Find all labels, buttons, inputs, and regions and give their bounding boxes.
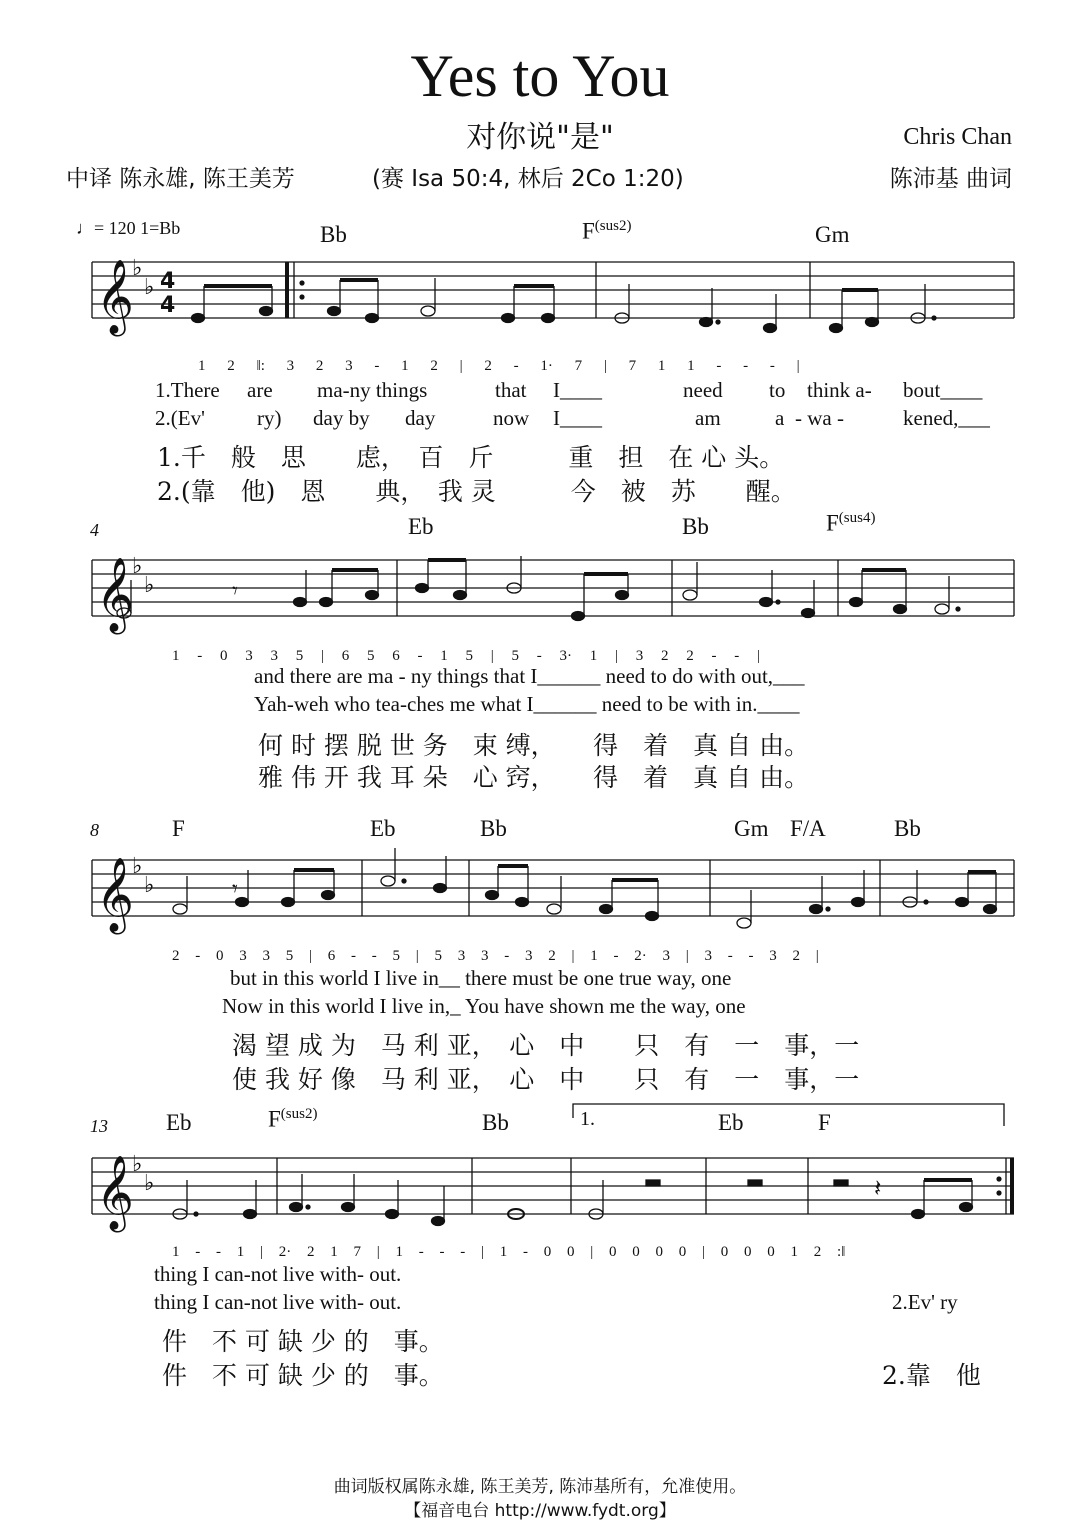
lyrics-chinese-verse-2-pickup: 2.靠 他: [882, 1361, 981, 1390]
time-signature-bottom: 4: [160, 293, 176, 318]
chord-symbol: Bb: [894, 816, 921, 841]
lyrics-chinese-verse-2: 雅 伟 开 我 耳 朵 心 窍， 得 着 真 自 由。: [258, 763, 810, 792]
flat-icon: ♭: [144, 275, 155, 300]
composer-chinese: 陈沛基 曲词: [889, 166, 1012, 192]
svg-text:𝄾: 𝄾: [232, 876, 238, 901]
treble-clef-icon: 𝄞: [96, 1156, 134, 1230]
chord-symbol: Gm: [734, 816, 769, 841]
chord-symbol: F: [172, 816, 185, 841]
lyrics-english-verse-2: thing I can-not live with- out.: [154, 1290, 402, 1314]
staff-system-3: [92, 860, 1014, 916]
lyrics-chinese-verse-2: 使 我 好 像 马 利 亚， 心 中 只 有 一 事，一: [232, 1065, 860, 1094]
translator-credit: 中译 陈永雄, 陈王美芳: [66, 166, 295, 192]
chord-symbol: $F^{(sus2)}$: [268, 1106, 318, 1132]
jianpu-line: 1 2 ‖: 3 2 3 - 1 2 | 2 - 1· 7 | 7 1 1 - - - |: [198, 358, 800, 374]
chord-symbol: Eb: [408, 514, 434, 539]
lyrics-english-verse-2-pickup: 2.Ev' ry: [892, 1290, 958, 1314]
chord-symbol: Gm: [815, 222, 850, 247]
jianpu-line: 2 - 0 3 3 5 | 6 - - 5 | 5 3 3 - 3 2 | 1 - 2· 3 | 3 - - 3 2 |: [172, 948, 819, 964]
measure-number: 4: [90, 520, 99, 540]
treble-clef-icon: 𝄞: [96, 260, 134, 334]
lyrics-english-verse-2: Now in this world I live in,_ You have shown me the way, one: [222, 994, 746, 1018]
copyright-notice: 曲词版权属陈永雄, 陈王美芳, 陈沛基所有，允准使用。: [333, 1477, 747, 1497]
flat-icon: ♭: [132, 1152, 143, 1177]
chord-symbol: Bb: [480, 816, 507, 841]
tempo-key-marking: ♩= 120 1=Bb: [76, 218, 181, 238]
song-title: Yes to You: [410, 43, 670, 109]
chord-symbol: Bb: [482, 1110, 509, 1135]
source-credit: 【福音电台 http://www.fydt.org】: [404, 1501, 676, 1521]
svg-text:𝄾: 𝄾: [232, 578, 238, 603]
flat-icon: ♭: [144, 873, 155, 898]
lyrics-english-verse-1: thing I can-not live with- out.: [154, 1262, 402, 1286]
composer-english: Chris Chan: [903, 124, 1012, 150]
flat-icon: ♭: [132, 554, 143, 579]
chord-symbol: Bb: [682, 514, 709, 539]
chord-symbol: Eb: [370, 816, 396, 841]
lyrics-chinese-verse-2: 2.(靠 他) 恩 典， 我 灵 今 被 苏 醒。: [157, 477, 796, 506]
lyrics-english-verse-1: and there are ma - ny things that I______ need to do with out,___: [254, 664, 805, 688]
chord-symbol: F: [818, 1110, 831, 1135]
lyrics-english-verse-2: Yah-weh who tea-ches me what I______ need to be with in.____: [254, 692, 800, 716]
lyrics-chinese-verse-2: 件 不 可 缺 少 的 事。: [162, 1361, 444, 1390]
time-signature-top: 4: [160, 269, 176, 294]
treble-clef-icon: 𝄞: [96, 558, 134, 632]
svg-text:𝄽: 𝄽: [874, 1176, 882, 1202]
song-subtitle: 对你说"是": [466, 120, 614, 155]
volta-ending-label: 1.: [580, 1108, 595, 1130]
lyrics-english-verse-1: but in this world I live in__ there must be one true way, one: [230, 966, 732, 990]
measure-number: 13: [90, 1116, 108, 1136]
jianpu-line: 1 - 0 3 3 5 | 6 5 6 - 1 5 | 5 - 3· 1 | 3 2 2 - - |: [172, 648, 760, 664]
lyrics-chinese-verse-1: 1.千 般 思 虑， 百 斤 重 担 在 心 头。: [157, 443, 785, 472]
scripture-reference: (赛 Isa 50:4, 林后 2Co 1:20): [372, 166, 684, 192]
chord-symbol: $F^{(sus4)}$: [826, 510, 876, 536]
lyrics-chinese-verse-1: 何 时 摆 脱 世 务 束 缚， 得 着 真 自 由。: [258, 731, 810, 760]
chord-symbol: Eb: [166, 1110, 192, 1135]
chord-symbol: F/A: [790, 816, 826, 841]
flat-icon: ♭: [132, 854, 143, 879]
chord-symbol: $F^{(sus2)}$: [582, 218, 632, 244]
lyrics-chinese-verse-1: 渴 望 成 为 马 利 亚， 心 中 只 有 一 事，一: [232, 1031, 860, 1060]
flat-icon: ♭: [144, 573, 155, 598]
measure-number: 8: [90, 820, 99, 840]
treble-clef-icon: 𝄞: [96, 858, 134, 932]
flat-icon: ♭: [144, 1171, 155, 1196]
chord-symbol: Bb: [320, 222, 347, 247]
jianpu-line: 1 - - 1 | 2· 2 1 7 | 1 - - - | 1 - 0 0 | 0 0 0 0 | 0 0 0 1 2 :‖: [172, 1244, 846, 1260]
flat-icon: ♭: [132, 256, 143, 281]
lyrics-chinese-verse-1: 件 不 可 缺 少 的 事。: [162, 1327, 444, 1356]
chord-symbol: Eb: [718, 1110, 744, 1135]
